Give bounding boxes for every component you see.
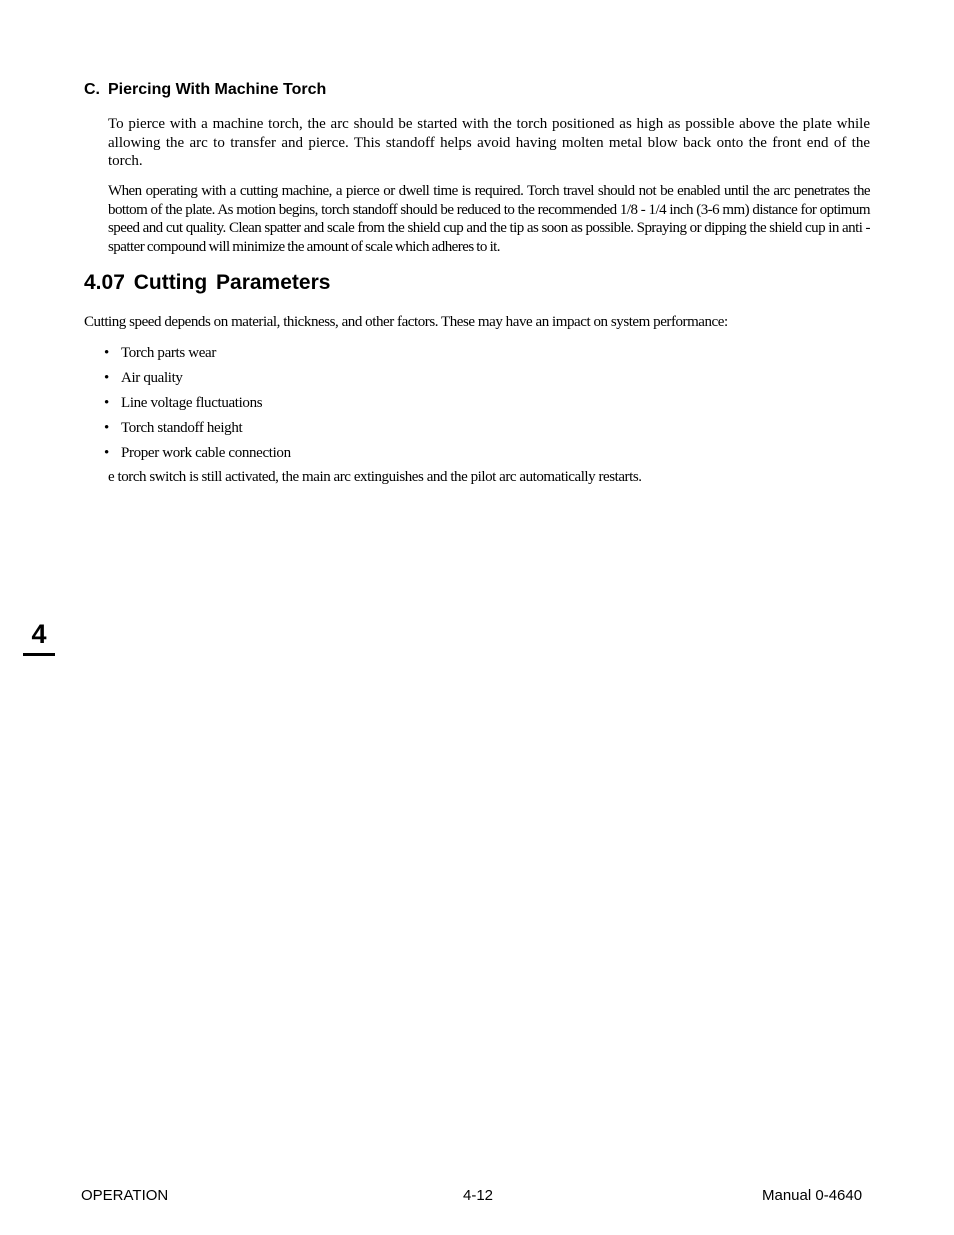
footer-manual-number: Manual 0-4640 — [762, 1187, 863, 1204]
bullet-icon: • — [104, 345, 109, 361]
list-item-text: Torch parts wear — [121, 345, 216, 361]
footer-page-number: 4-12 — [463, 1187, 494, 1204]
paragraph-pierce-dwell: When operating with a cutting machine, a pierce or dwell time is required. Torch travel should not be enabled until the arc penetrates the bottom of the plate. As motion begins, torch standoff should be reduced to the recommended 1/8 - 1/4 inch (3-6 mm) distance for optimum speed and cut quality. Clean spatter and scale from the shield cup and the tip as soon as possible. Spraying or dipping the shield cup in anti - spatter compound will minimize the amount of scale which adheres to it. — [108, 183, 870, 255]
chapter-tab: 4 — [23, 615, 55, 656]
section-heading: 4.07 Cutting Parameters — [84, 271, 331, 294]
text-fragment: e torch switch is still activated, the main arc extinguishes and the pilot arc automatically restarts. — [108, 469, 642, 485]
bullet-icon: • — [104, 445, 109, 461]
list-item — [104, 418, 291, 443]
subsection-title: Piercing With Machine Torch — [108, 81, 327, 98]
paragraph-pierce-intro: To pierce with a machine torch, the arc should be started with the torch positioned as high as possible above the plate while allowing the arc to transfer and pierce. This standoff helps avoid having molten metal blow back onto the front end of the torch. — [108, 116, 870, 169]
list-item-text: Torch standoff height — [121, 420, 243, 436]
subsection-letter: C. — [84, 81, 100, 98]
list-item — [104, 393, 291, 418]
bullet-icon: • — [104, 370, 109, 386]
list-item — [104, 368, 291, 393]
list-item — [104, 343, 291, 368]
list-item-text: Proper work cable connection — [121, 445, 291, 461]
subsection-heading — [84, 81, 326, 99]
footer-section-name: OPERATION — [81, 1187, 169, 1204]
bullet-icon: • — [104, 420, 109, 436]
list-item-text: Line voltage fluctuations — [121, 395, 263, 411]
list-item — [104, 443, 291, 468]
factor-list — [104, 343, 291, 468]
list-item-text: Air quality — [121, 370, 183, 386]
bullet-icon: • — [104, 395, 109, 411]
section-intro: Cutting speed depends on material, thickness, and other factors. These may have an impact on system performance: — [84, 314, 728, 330]
